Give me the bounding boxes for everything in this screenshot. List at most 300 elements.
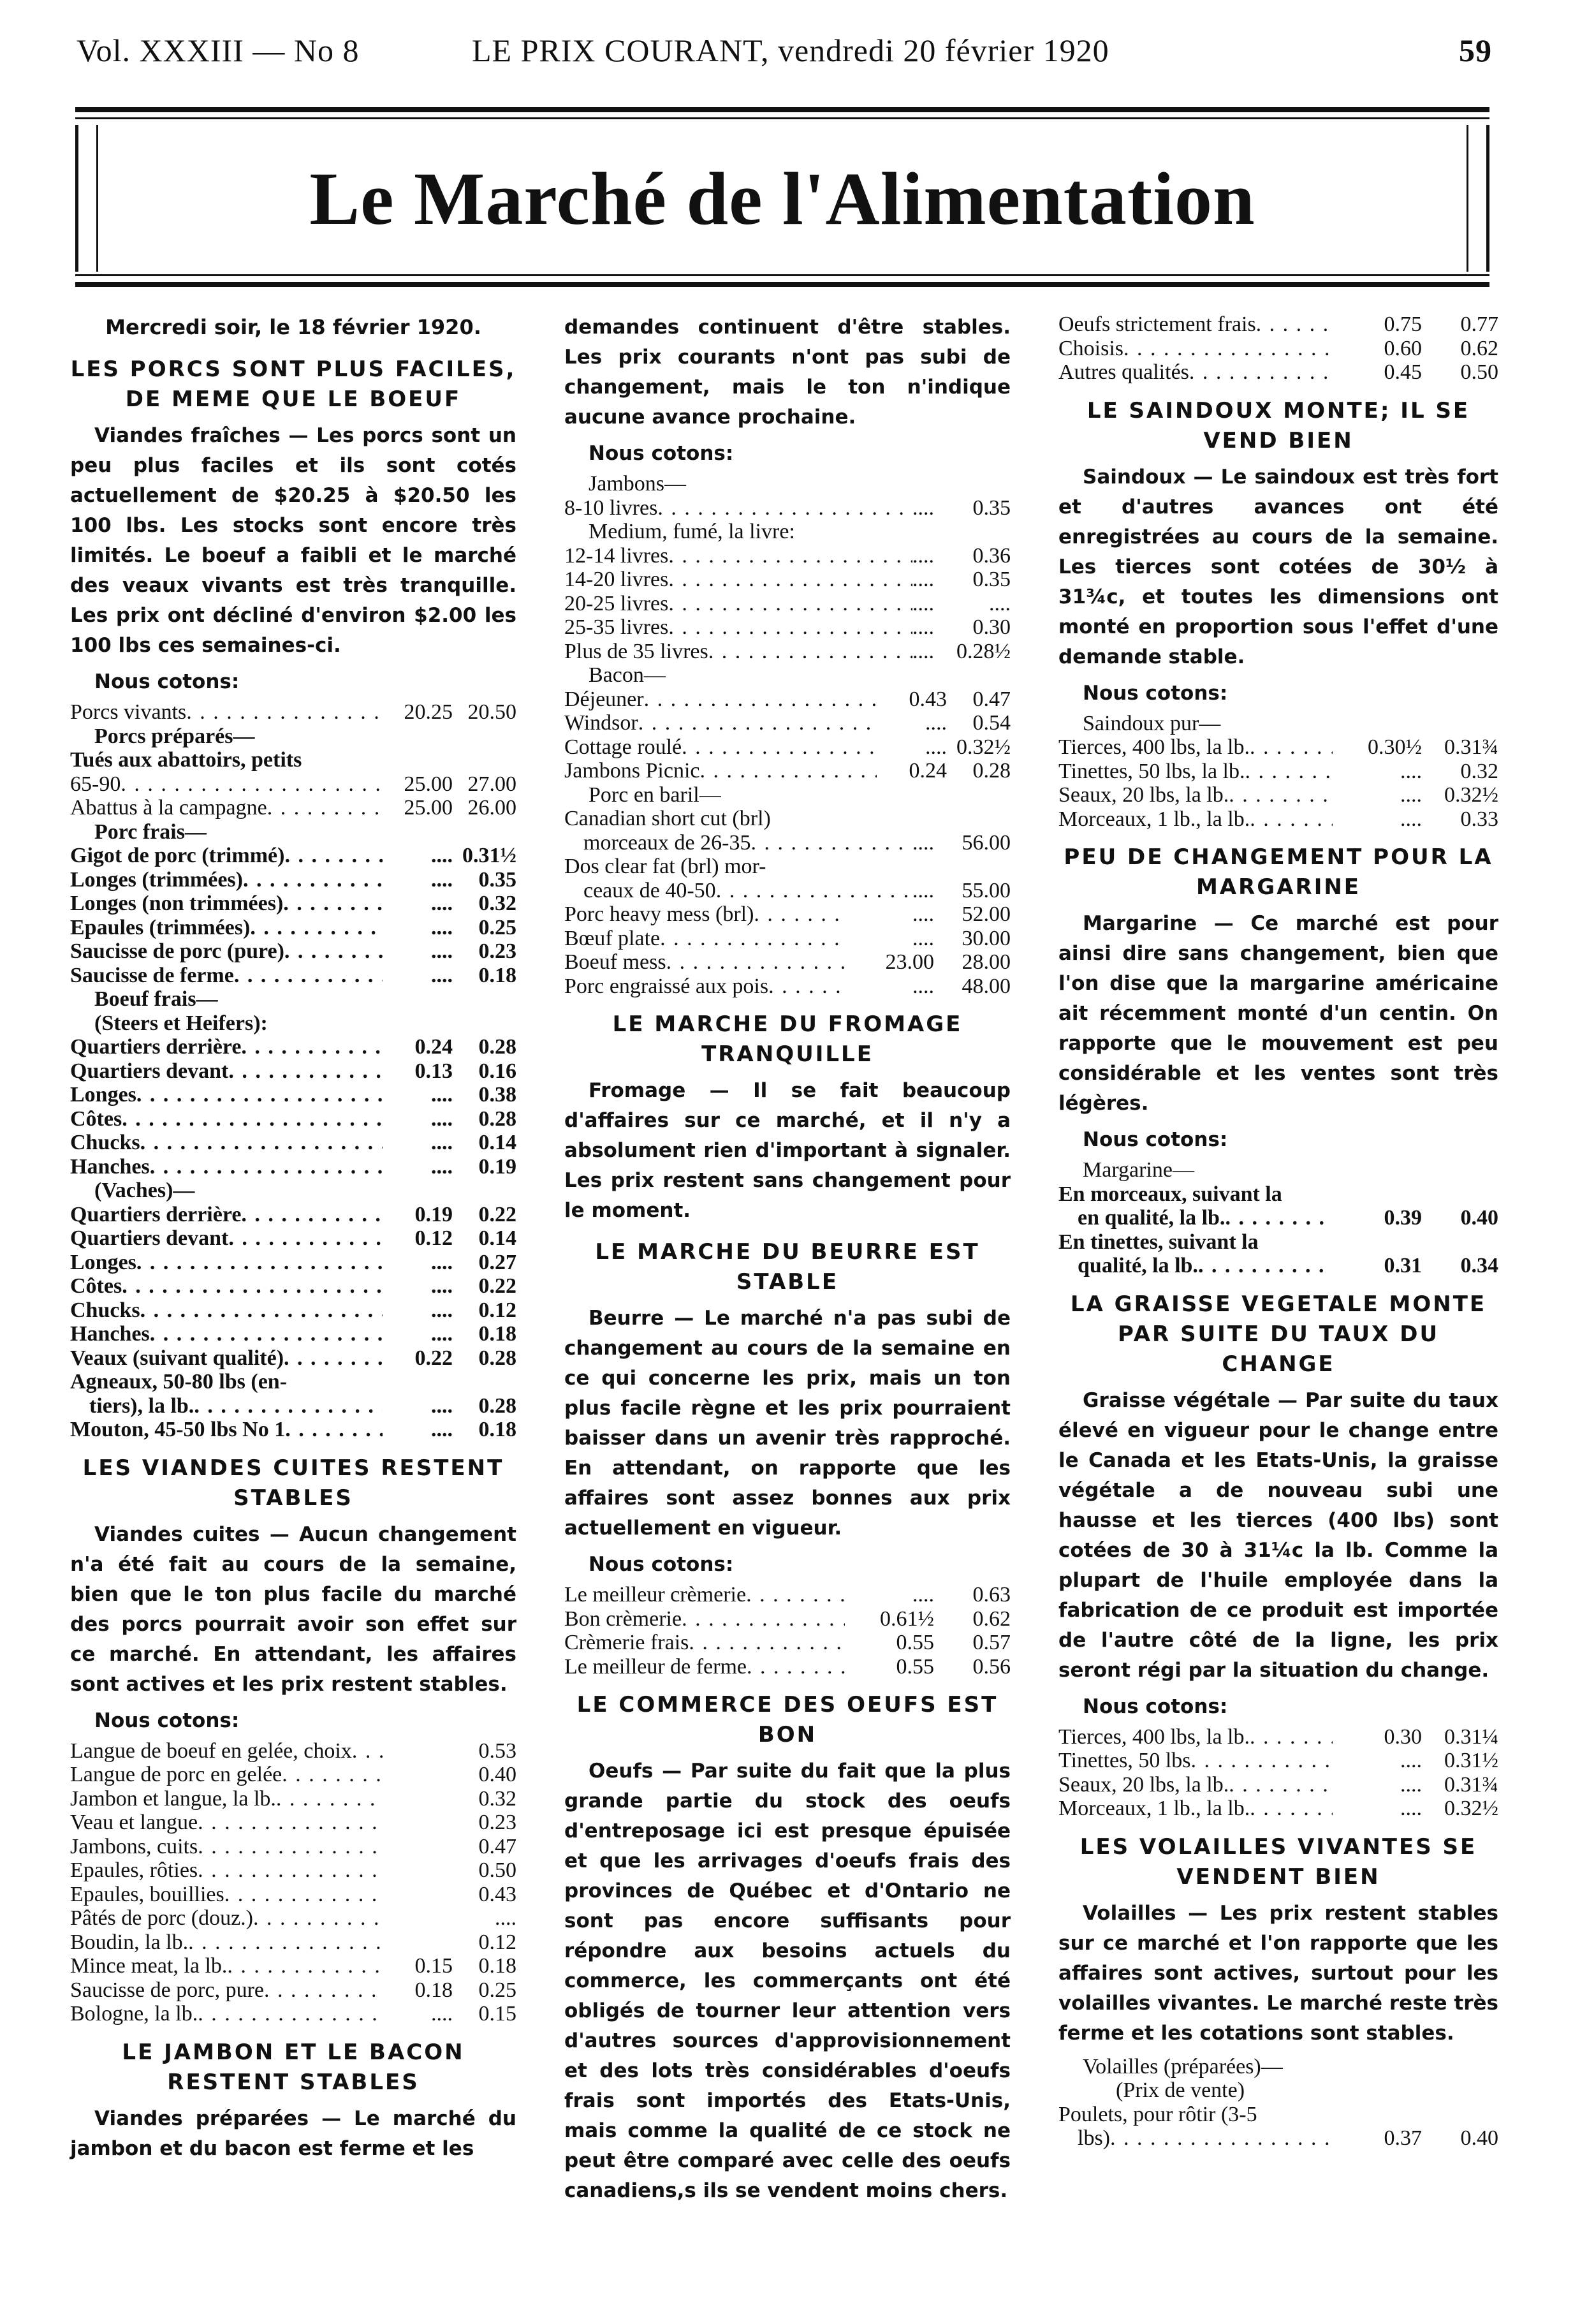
price-label-continued: En tinettes, suivant la <box>1058 1230 1259 1254</box>
price-row <box>564 1655 1011 1679</box>
price-row <box>1058 735 1498 760</box>
subheading-steers: (Steers et Heifers): <box>94 1011 268 1035</box>
price-high: 0.32½ <box>1444 783 1498 807</box>
nous-cotons-label: Nous cotons: <box>589 1553 734 1576</box>
price-item-label: Longes <box>70 1250 136 1274</box>
price-high: 0.12 <box>478 1298 516 1322</box>
price-low: 0.75 <box>1384 313 1422 336</box>
price-item-label: Pâtés de porc (douz.) <box>70 1906 254 1930</box>
price-high: 0.62 <box>972 1607 1011 1631</box>
leader-dots <box>768 974 845 999</box>
price-high: 0.63 <box>972 1583 1011 1607</box>
nous-cotons-label: Nous cotons: <box>1083 1128 1228 1151</box>
leader-dots <box>1123 337 1333 361</box>
price-row <box>564 592 1011 616</box>
leader-dots <box>227 1954 383 1978</box>
price-row: lbs) . . . 0.37 0.40 <box>1058 2126 1498 2151</box>
price-item-label: Epaules, rôties <box>70 1858 198 1882</box>
price-low: .... <box>912 543 934 568</box>
price-list-viandes-cuites <box>70 1739 516 2026</box>
price-high: 0.14 <box>478 1131 516 1154</box>
leader-dots <box>198 1858 383 1883</box>
nous-cotons-label: Nous cotons: <box>94 670 240 693</box>
headline-volailles: LES VOLAILLES VIVANTES SE VENDENT BIEN <box>1079 1834 1477 1890</box>
top-rule-thick <box>75 107 1489 112</box>
price-low: .... <box>431 939 453 963</box>
price-list-beurre <box>564 1583 1011 1679</box>
leader-dots <box>1189 360 1333 385</box>
price-row <box>564 950 1011 974</box>
price-row <box>70 1835 516 1859</box>
price-row <box>70 1811 516 1835</box>
price-list-boeuf <box>70 1035 516 1179</box>
leader-dots <box>1250 1797 1333 1821</box>
price-item-label: Quartiers devant <box>70 1059 229 1083</box>
price-row <box>564 735 1011 760</box>
price-label-continued: Dos clear fat (brl) mor- <box>564 855 766 878</box>
price-item-label: Langue de boeuf en gelée, choix <box>70 1739 352 1763</box>
price-row <box>70 939 516 964</box>
price-high: 48.00 <box>962 974 1011 998</box>
price-list-bacon <box>564 688 1011 783</box>
price-row <box>564 902 1011 927</box>
price-low: .... <box>912 902 934 926</box>
article-volailles: Volailles — Les prix restent stables sur ce marché et l'on rapporte que les affaires sont actives, surtout pour les volailles vivantes. Le marché reste très ferme et les cotations sont stables. <box>1058 1901 1498 2045</box>
price-high: 0.62 <box>1460 336 1498 360</box>
price-high: 0.32½ <box>956 735 1011 759</box>
price-high: 0.35 <box>478 867 516 892</box>
price-row <box>70 1274 516 1298</box>
article-beurre: Beurre — Le marché n'a pas subi de changement au cours de la semaine en ce qui concerne les prix, mais un ton plus facile règne et les prix pourraient baisser dans un avenir très rapproché. En attendant, on rapporte que les affaires sont assez bonnes aux prix actuellement en vigueur. <box>564 1307 1011 1540</box>
price-item-label: Longes (trimmées) <box>70 867 243 892</box>
price-high: 0.25 <box>478 1978 516 2002</box>
price-item-label: Epaules, bouillies <box>70 1882 224 1906</box>
price-item-label: Le meilleur crèmerie <box>564 1583 747 1607</box>
price-low: 0.18 <box>414 1978 453 2002</box>
price-low: .... <box>431 1107 453 1131</box>
column-1 <box>70 313 516 2170</box>
article-viandes-preparees-continued: demandes continuent d'être stables. Les prix courants n'ont pas subi de changement, mais le ton n'indique aucune avance prochaine. <box>564 316 1011 429</box>
price-item-label: 8-10 livres <box>564 496 658 520</box>
leader-dots <box>708 640 912 664</box>
price-list-saindoux <box>1058 735 1498 831</box>
subheading-boeuf-frais: Boeuf frais— <box>94 987 218 1011</box>
price-row <box>70 916 516 940</box>
price-high: 0.28 <box>972 759 1011 783</box>
nous-cotons-label: Nous cotons: <box>589 442 734 465</box>
price-high: 0.35 <box>972 568 1011 591</box>
price-high: 0.32 <box>1460 759 1498 783</box>
leader-dots <box>689 1631 845 1655</box>
price-item-label: 14-20 livres <box>564 568 669 591</box>
volume-number: Vol. XXXIII — No 8 <box>77 33 360 68</box>
leader-dots <box>746 1583 845 1607</box>
price-row <box>1058 360 1498 385</box>
subheading-jambons: Jambons— <box>589 472 686 496</box>
column-3 <box>1058 313 1498 2151</box>
price-low: 0.60 <box>1384 336 1422 360</box>
price-low: 0.30½ <box>1368 735 1422 759</box>
leader-dots <box>224 1883 383 1907</box>
price-row: 65-90 . . . 25.00 27.00 <box>70 772 516 797</box>
price-high: 0.31½ <box>462 844 516 867</box>
dateline: Mercredi soir, le 18 février 1920. <box>105 315 481 339</box>
price-row: morceaux de 26-35 . . . .... 56.00 <box>564 831 1011 855</box>
leader-dots <box>666 950 845 974</box>
price-low: .... <box>431 915 453 939</box>
leader-dots <box>150 1322 383 1346</box>
price-row <box>564 1583 1011 1607</box>
price-high: 0.32 <box>478 892 516 915</box>
price-row: Mouton, 45-50 lbs No 1 . . . .... 0.18 <box>70 1418 516 1442</box>
leader-dots <box>284 844 383 868</box>
price-item-label: Saucisse de porc (pure) <box>70 939 284 963</box>
leader-dots <box>1229 783 1333 807</box>
subheading-margarine: Margarine— <box>1083 1158 1194 1182</box>
price-high: 0.23 <box>478 1811 516 1834</box>
price-row <box>70 1226 516 1251</box>
price-low: .... <box>431 1322 453 1346</box>
subheading-porc-frais: Porc frais— <box>94 820 207 844</box>
leader-dots <box>668 544 912 568</box>
page-number: 59 <box>1459 33 1492 68</box>
price-row <box>70 1739 516 1763</box>
price-item-label: Morceaux, 1 lb., la lb. <box>1058 1797 1250 1820</box>
price-item-label: Tierces, 400 lbs, la lb. <box>1058 1725 1250 1749</box>
price-row <box>70 1346 516 1371</box>
price-item-label: Longes <box>70 1083 136 1107</box>
price-row <box>70 1858 516 1883</box>
leader-dots <box>657 496 912 520</box>
price-row <box>70 1251 516 1275</box>
price-item-label: Saucisse de porc, pure <box>70 1978 265 2002</box>
price-item-label: Porc heavy mess (brl) <box>564 902 754 926</box>
column-2 <box>564 313 1011 2212</box>
price-row <box>564 1607 1011 1631</box>
price-high: 0.32½ <box>1444 1797 1498 1820</box>
price-item-label: Bœuf plate <box>564 926 661 950</box>
top-rule-thin <box>75 117 1489 119</box>
leader-dots <box>644 688 877 712</box>
price-label-continued: Poulets, pour rôtir (3-5 <box>1058 2102 1257 2126</box>
leader-dots <box>140 1298 383 1323</box>
subheading-porc-baril: Porc en baril— <box>589 783 721 807</box>
subheading-medium: Medium, fumé, la livre: <box>589 520 795 543</box>
price-high: 30.00 <box>962 926 1011 950</box>
price-low: 0.55 <box>896 1631 934 1654</box>
price-item-label: Jambons Picnic <box>564 759 700 783</box>
price-high: 0.32 <box>478 1786 516 1811</box>
price-row <box>70 1203 516 1227</box>
subheading-porcs-prepares: Porcs préparés— <box>94 724 255 748</box>
price-row <box>1058 783 1498 807</box>
price-high: 0.22 <box>478 1274 516 1298</box>
price-row <box>564 568 1011 592</box>
leader-dots <box>198 1835 383 1859</box>
price-low: .... <box>431 1298 453 1322</box>
price-low: .... <box>431 1131 453 1154</box>
leader-dots <box>1256 313 1333 337</box>
leader-dots <box>284 1346 383 1371</box>
nous-cotons-label: Nous cotons: <box>1083 681 1228 705</box>
price-row: tiers), la lb. . . . .... 0.28 <box>70 1394 516 1418</box>
price-high: 0.15 <box>478 2002 516 2026</box>
price-row <box>1058 1773 1498 1797</box>
price-item-label: Boeuf mess <box>564 950 666 974</box>
price-low: 0.61½ <box>880 1607 934 1631</box>
price-label-continued: Canadian short cut (brl) <box>564 807 771 830</box>
price-item-label: Bologne, la lb. <box>70 2002 198 2026</box>
price-list-vaches <box>70 1203 516 1371</box>
price-item-label: 20-25 livres <box>564 591 669 615</box>
leader-dots <box>1229 1773 1333 1797</box>
leader-dots <box>241 1035 383 1059</box>
price-item-label: Gigot de porc (trimmé) <box>70 844 285 867</box>
price-low: .... <box>912 591 934 615</box>
price-row <box>70 1083 516 1107</box>
price-label-continued: Agneaux, 50-80 lbs (en- <box>70 1370 288 1394</box>
price-low: .... <box>1400 783 1422 807</box>
price-item-label: Quartiers devant <box>70 1226 229 1250</box>
price-high: 0.28 <box>478 1346 516 1370</box>
price-row <box>564 688 1011 712</box>
headline-margarine: PEU DE CHANGEMENT POUR LA MARGARINE <box>1064 844 1493 900</box>
price-low: .... <box>431 1154 453 1179</box>
price-row <box>70 1883 516 1907</box>
subheading-volailles: Volailles (préparées)— <box>1083 2054 1283 2078</box>
price-row <box>564 544 1011 568</box>
price-high: 52.00 <box>962 902 1011 926</box>
price-high: 0.30 <box>972 615 1011 639</box>
leader-dots <box>1191 1749 1333 1773</box>
headline-porcs: LES PORCS SONT PLUS FACILES, DE MEME QUE LE BOEUF <box>70 357 516 412</box>
price-row <box>70 868 516 892</box>
section-title: Le Marché de l'Alimentation <box>309 157 1255 240</box>
price-low: .... <box>925 735 947 759</box>
price-item-label: Morceaux, 1 lb., la lb. <box>1058 807 1250 831</box>
price-high: 0.28½ <box>956 639 1011 663</box>
price-high: 0.33 <box>1460 807 1498 831</box>
price-row: Porcs vivants . . . 20.25 20.50 <box>70 700 516 724</box>
leader-dots <box>150 1155 383 1179</box>
price-high: 0.31¾ <box>1444 1772 1498 1797</box>
leader-dots <box>1250 735 1333 760</box>
price-item-label: Porc engraissé aux pois <box>564 974 769 998</box>
leader-dots <box>1250 1725 1333 1749</box>
price-item-label: Chucks <box>70 1131 140 1154</box>
leader-dots <box>682 1607 845 1631</box>
price-low: .... <box>912 568 934 591</box>
headline-jambon-bacon: LE JAMBON ET LE BACON RESTENT STABLES <box>122 2039 465 2095</box>
leader-dots <box>243 868 383 892</box>
price-item-label: Tinettes, 50 lbs, la lb. <box>1058 759 1245 783</box>
price-item-label: Tinettes, 50 lbs <box>1058 1749 1191 1772</box>
price-row <box>1058 760 1498 784</box>
price-high: 0.40 <box>478 1763 516 1786</box>
price-item-label: Langue de porc en gelée <box>70 1763 282 1786</box>
headline-viandes-cuites: LES VIANDES CUITES RESTENT STABLES <box>82 1455 504 1511</box>
price-high: .... <box>495 1906 516 1930</box>
price-item-label: Côtes <box>70 1274 122 1298</box>
leader-dots <box>136 1251 383 1275</box>
leader-dots <box>284 939 383 964</box>
nous-cotons-label: Nous cotons: <box>94 1709 240 1732</box>
price-row <box>70 1978 516 2003</box>
leader-dots <box>122 1274 383 1298</box>
price-high: 0.25 <box>478 915 516 939</box>
price-high: 0.27 <box>478 1250 516 1274</box>
leader-dots <box>352 1739 383 1763</box>
price-high: 0.31¾ <box>1444 735 1498 759</box>
article-margarine: Margarine — Ce marché est pour ainsi dire sans changement, bien que l'on dise que la margarine américaine ait récemment monté d'un centin. On rapporte que le mouvement est peu considérable et les ventes sont très légères. <box>1058 912 1498 1115</box>
price-item-label: Windsor <box>564 711 638 735</box>
price-row: Abattus à la campagne . . . 25.00 26.00 <box>70 796 516 820</box>
article-oeufs: Oeufs — Par suite du fait que la plus grande partie du stock des oeufs d'entreposage ici est presque épuisée et que les arrivages d'oeufs frais des provinces de Québec et d'Ontario ne sont pas encore suffisants pour répondre aux besoins actuels du commerce, les commerçants ont été obligés de tourner leur attention vers d'autres sources d'approvisionnement et des lots très considérables d'oeufs frais sont importés des Etats-Unis, mais comme la qualité de ce stock ne peut être comparé avec celle des oeufs canadiens,s ils se vendent moins chers. <box>564 1760 1011 2202</box>
price-row <box>1058 313 1498 337</box>
price-list-graisse <box>1058 1725 1498 1821</box>
price-low: .... <box>912 926 934 950</box>
leader-dots <box>660 927 845 951</box>
price-low: .... <box>431 1250 453 1274</box>
price-row <box>70 1155 516 1179</box>
price-row <box>70 1906 516 1931</box>
price-item-label: Côtes <box>70 1107 122 1131</box>
price-low: .... <box>431 867 453 892</box>
price-low: 0.19 <box>414 1202 453 1226</box>
price-item-label: 12-14 livres <box>564 543 669 568</box>
price-low: .... <box>912 496 934 520</box>
price-row <box>564 711 1011 735</box>
price-item-label: Veau et langue <box>70 1811 198 1834</box>
price-row <box>564 759 1011 783</box>
price-row <box>70 1107 516 1131</box>
price-high: 0.28 <box>478 1035 516 1059</box>
price-item-label: Crèmerie frais <box>564 1631 689 1654</box>
article-saindoux: Saindoux — Le saindoux est très fort et d'autres avances ont été enregistrées au cours de la semaine. Les tierces sont cotées de 30½ à 31¾c, et toutes les dimensions ont monté en proportion sous l'effet d'une demande stable. <box>1058 465 1498 668</box>
price-high: 0.56 <box>972 1654 1011 1679</box>
price-item-label: Hanches <box>70 1154 150 1179</box>
price-high: 0.50 <box>1460 360 1498 384</box>
subheading-vaches: (Vaches)— <box>94 1179 195 1202</box>
price-low: .... <box>431 1274 453 1298</box>
article-fromage: Fromage — Il se fait beaucoup d'affaires sur ce marché, et il n'y a absolument rien d'important à signaler. Les prix restent sans changement pour le moment. <box>564 1079 1011 1222</box>
price-item-label: Bon crèmerie <box>564 1607 682 1631</box>
price-low: .... <box>912 974 934 998</box>
price-low: 0.13 <box>414 1059 453 1083</box>
price-row <box>564 927 1011 951</box>
price-item-label: Plus de 35 livres <box>564 639 708 663</box>
article-viandes-cuites: Viandes cuites — Aucun changement n'a été fait au cours de la semaine, bien que le ton plus facile du marché des porcs pourrait avoir son effet sur ce marché. En attendant, les affaires sont actives et les prix restent stables. <box>70 1522 516 1696</box>
price-list-baril <box>564 902 1011 998</box>
leader-dots <box>228 1059 383 1084</box>
price-low: .... <box>431 1083 453 1107</box>
price-row <box>70 1298 516 1323</box>
price-low: 0.12 <box>414 1226 453 1250</box>
leader-dots <box>747 1655 845 1679</box>
headline-oeufs: LE COMMERCE DES OEUFS EST BON <box>576 1692 999 1747</box>
price-high: 0.18 <box>478 963 516 987</box>
price-high: 0.47 <box>478 1834 516 1858</box>
price-item-label: Cottage roulé <box>564 735 682 759</box>
price-low: 0.24 <box>414 1035 453 1059</box>
leader-dots <box>668 615 912 640</box>
leader-dots <box>140 1131 383 1155</box>
price-high: 0.35 <box>972 496 1011 520</box>
price-high: 0.14 <box>478 1226 516 1250</box>
price-row <box>70 844 516 868</box>
leader-dots <box>136 1083 383 1107</box>
price-low: .... <box>1400 1772 1422 1797</box>
leader-dots <box>264 1978 383 2003</box>
price-row <box>70 1131 516 1155</box>
publication-dateline: LE PRIX COURANT, vendredi 20 février 1920 <box>472 33 1109 68</box>
price-item-label: Quartiers derrière <box>70 1202 242 1226</box>
price-low: .... <box>431 892 453 915</box>
leader-dots <box>682 735 877 760</box>
price-low: .... <box>431 844 453 867</box>
price-item-label: Boudin, la lb. <box>70 1930 189 1954</box>
price-item-label: Saucisse de ferme <box>70 963 234 987</box>
nous-cotons-label: Nous cotons: <box>1083 1695 1228 1718</box>
section-banner <box>75 125 1489 272</box>
price-low: .... <box>912 615 934 639</box>
price-label-continued: En morceaux, suivant la <box>1058 1182 1282 1206</box>
price-list-porc <box>70 844 516 987</box>
headline-beurre: LE MARCHE DU BEURRE EST STABLE <box>595 1239 980 1295</box>
price-label-continued: Tués aux abattoirs, petits <box>70 748 302 772</box>
leader-dots <box>1245 760 1333 784</box>
price-item-label: Quartiers derrière <box>70 1035 242 1059</box>
price-high: 0.50 <box>478 1858 516 1882</box>
leader-dots <box>699 759 877 783</box>
leader-dots <box>253 1906 383 1931</box>
price-list-medium <box>564 544 1011 664</box>
price-low: 0.45 <box>1384 360 1422 384</box>
price-high: 0.19 <box>478 1154 516 1179</box>
price-item-label: Veaux (suivant qualité) <box>70 1346 284 1370</box>
price-item-label: 25-35 livres <box>564 615 669 639</box>
price-row: qualité, la lb. . . . 0.31 0.34 <box>1058 1254 1498 1278</box>
price-item-label: Epaules (trimmées) <box>70 915 251 939</box>
price-item-label: Choisis <box>1058 336 1124 360</box>
subheading-saindoux: Saindoux pur— <box>1083 711 1221 735</box>
leader-dots <box>188 1931 383 1955</box>
price-low: .... <box>431 963 453 987</box>
price-row <box>1058 1797 1498 1821</box>
price-row <box>70 964 516 988</box>
price-row <box>70 1931 516 1955</box>
leader-dots <box>250 916 383 940</box>
price-item-label: Seaux, 20 lbs, la lb. <box>1058 783 1229 807</box>
price-high: 0.47 <box>972 687 1011 711</box>
headline-graisse-vegetale: LA GRAISSE VEGETALE MONTE PAR SUITE DU TAUX DU CHANGE <box>1070 1291 1487 1377</box>
price-row <box>1058 807 1498 832</box>
price-high: 0.23 <box>478 939 516 963</box>
price-low: 0.43 <box>909 687 947 711</box>
price-high: 0.53 <box>478 1739 516 1763</box>
price-row <box>564 640 1011 664</box>
leader-dots <box>122 1107 383 1131</box>
leader-dots <box>198 2002 383 2026</box>
price-item-label: Jambon et langue, la lb. <box>70 1786 276 1811</box>
bottom-rule-thin <box>75 274 1489 276</box>
leader-dots <box>668 568 912 592</box>
price-high: 0.12 <box>478 1930 516 1954</box>
price-row <box>70 2002 516 2026</box>
leader-dots <box>276 1787 383 1811</box>
price-list-oeufs <box>1058 313 1498 385</box>
price-high: 0.31¼ <box>1444 1725 1498 1749</box>
